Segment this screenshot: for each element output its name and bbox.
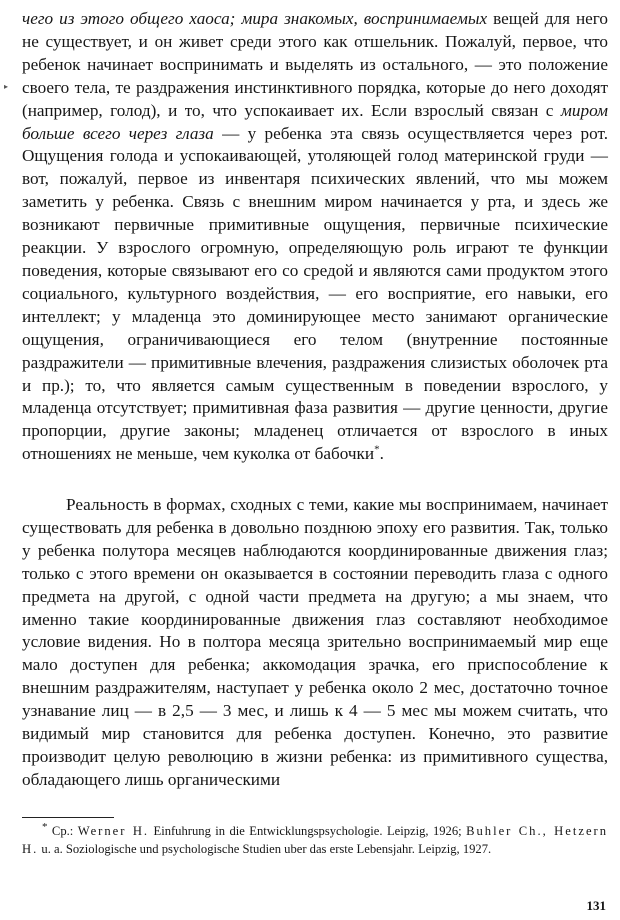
paragraph-1: чего из этого общего хаоса; мира знакомых, воспринимаемых вещей для него не существует, и он живет среди этого как отшельник. Пожалуй, первое, что ребенок начинает воспринимать и выделять из остального, — это положение своего тела, те раздражения инстинктивного порядка, которые до него доходят (например, голод), и то, что успокаивает их. Если взрослый связан с миром больше всего через глаза — у ребенка эта связь осуществляется через рот. Ощущения голода и успокаивающей, утоляющей голод материнской груди — вот, пожалуй, первое из инвентаря психических явлений, что мы можем заметить у ребенка. Связь с внешним миром начинается у рта, и здесь же возникают первичные примитивные ощущения, первичные психические реакции. У взрослого огромную, определяющую роль играют те функции поведения, которые связывают его со средой и являются сами продуктом этого социального, культурного воздействия, — его восприятие, его навыки, его интеллект; у младенца это доминирующее место занимают органические ощущения, ограничивающиеся его телом (внутренние постоянные раздражители — примитивные влечения, раздражения слизистых оболочек рта и пр.); то, что является самым существенным в поведении взрослого, у младенца отсутствует; примитивная фаза развития — другие ценности, другие пропорции, другие законы; младенец отличается от взрослого в иных отношениях не меньше, чем куколка от бабочки*. <box>22 9 608 464</box>
paragraph-1-segment: миром больше всего через глаза <box>22 100 608 143</box>
paragraph-1-segment: вещей для него не существует, и он живет среди этого как отшельник. Пожалуй, первое, что ребенок начинает воспринимать и выделять из остального, — это положение своего тела, те раздражения инстинктивного порядка, которые до него доходят (например, голод), и то, что успокаивает их. Если взрослый связан с <box>22 9 608 120</box>
footnote-divider <box>22 817 114 818</box>
footnote <box>22 822 608 858</box>
footnote-text: Einfuhrung in die Entwicklungspsychologie. Leipzig, 1926; <box>149 824 467 838</box>
footnote-author: Buhler Ch., Hetzern H. <box>22 824 609 857</box>
footnote-prefix: Ср.: <box>51 824 78 838</box>
footnote-text: u. a. Soziologische und psychologische Studien uber das erste Lebensjahr. Leipzig, 1927. <box>38 842 492 857</box>
footnote-author: Werner H. <box>77 824 150 838</box>
page-number: 131 <box>586 898 606 913</box>
paragraph-1-segment: — у ребенка эта связь осуществляется через рот. Ощущения голода и успокаивающей, утоляющей голод материнской груди — вот, пожалуй, первое из инвентаря психических явлений, что мы можем заметить у ребенка. Связь с внешним миром начинается у рта, и здесь же возникают первичные примитивные ощущения, первичные психические реакции. У взрослого огромную, определяющую роль играют те функции поведения, которые связывают его со средой и являются сами продуктом этого социального, культурного воздействия, — его восприятие, его навыки, его интеллект; у младенца это доминирующее место занимают органические ощущения, ограничивающиеся его телом (внутренние постоянные раздражители — примитивные влечения, раздражения слизистых оболочек рта и пр.); то, что является самым существенным в поведении взрослого, у младенца отсутствует; примитивная фаза развития — другие ценности, другие пропорции, другие законы; младенец отличается от взрослого в иных отношениях не меньше, чем куколка от бабочки <box>22 123 608 464</box>
footnote-mark: * <box>42 820 48 833</box>
paragraph-1-segment: чего из этого общего хаоса; мира знакомых, воспринимаемых <box>22 9 488 28</box>
footnote-reference[interactable]: * <box>374 443 380 456</box>
margin-mark: ▸ <box>4 82 9 91</box>
paragraph-2: Реальность в формах, сходных с теми, какие мы воспринимаем, начинает существовать для ребенка в довольно позднюю эпоху его развития. Так, только у ребенка полутора месяцев наблюдаются координированные движения глаз; только с этого времени он оказывается в состоянии переводить глаза с одного предмета на другой, с одной части предмета на другую; а мы знаем, что именно такие координированные движения глаз составляют необходимое условие видения. Но в полтора месяца зрительно воспринимаемый мир еще мало доступен для ребенка; аккомодация зрачка, его приспособление к внешним раздражителям, наступает у ребенка около 2 мес, достаточно точное узнавание лиц — в 2,5 — 3 мес, и лишь к 4 — 5 мес мы можем считать, что видимый мир становится для ребенка доступен. Конечно, это развитие производит целую революцию в жизни ребенка: из примитивного существа, обладающего лишь органическими <box>22 495 608 789</box>
